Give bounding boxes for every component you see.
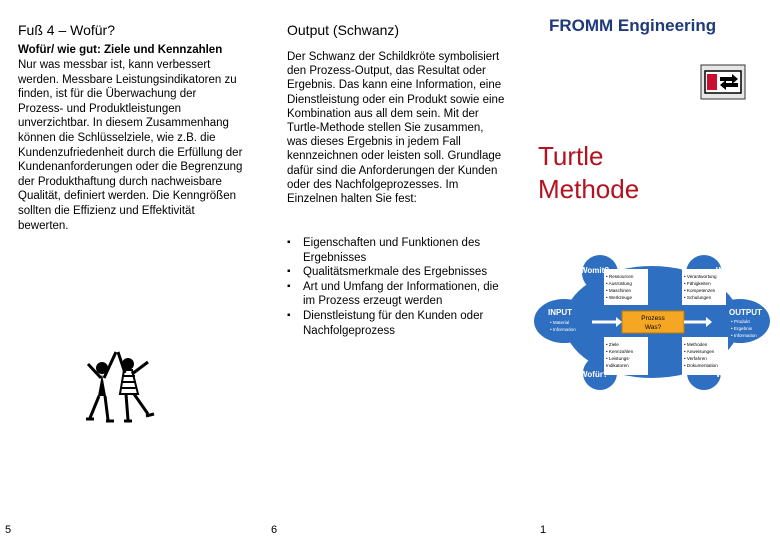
wofuer-item: • Kennzahlen — [606, 349, 634, 354]
prozess-label: Prozess — [641, 315, 665, 322]
wie-item: • Anweisungen — [684, 349, 715, 354]
wer-item: • Fähigkeiten — [684, 281, 711, 286]
input-item: • Information — [550, 327, 576, 332]
middle-page-title: Output (Schwanz) — [287, 22, 400, 38]
womit-item: • Werkzeuge — [606, 295, 633, 300]
fromm-logo-icon — [700, 64, 746, 100]
output-item: • Information — [731, 333, 757, 338]
womit-item: • Ressourcen — [606, 274, 634, 279]
list-item: ▪ Qualitätsmerkmale des Ergebnisses — [287, 265, 509, 280]
left-page-number: 5 — [5, 524, 12, 536]
left-page-body: Nur was messbar ist, kann verbessert werden. Messbare Leistungsindikatoren zu finden, ist für die Überwachung der Prozess- und Produktleistungen unverzichtbar. In diesem Zusammenhang können die Schlüsselziele, wie z.B. die Kundenzufriedenheit durch die Erfüllung der Kundenanforderungen oder die Begrenzung der Produkthaftung durch nachweisbare Qualität, definiert werden. Die Kenngrößen sollten die Effizienz und Effektivität bewerten. — [18, 59, 243, 232]
wer-item: • Schulungen — [684, 295, 712, 300]
wer-item: • Kompetenzen — [684, 288, 716, 293]
wie-label: Wie? — [716, 370, 736, 379]
womit-label: Womit? — [580, 266, 610, 275]
wie-item: • Methoden — [684, 342, 708, 347]
input-item: • Material — [550, 320, 570, 325]
brand-name: FROMM Engineering — [549, 16, 717, 35]
wie-item: • Verfahren — [684, 356, 707, 361]
womit-item: • Ausrüstung — [606, 281, 632, 286]
output-label: OUTPUT — [729, 308, 762, 317]
list-item: ▪ Dienstleistung für den Kunden oder Nachfolgeprozess — [287, 309, 509, 338]
middle-page-body: Der Schwanz der Schildkröte symbolisiert den Prozess-Output, das Resultat oder Ergebnis. Das kann eine Information, eine Dienstleistung oder ein Produkt sowie eine Kombination aus all dem sein. Mit der Turtle-Methode stellen Sie zusammen, was dieses Ergebnis in jedem Fall kennzeichnen oder leisten soll. Grundlage dafür sind die Anforderungen der Kunden oder des Nachfolgeprozesses. Im Einzelnen halten Sie fest: — [287, 51, 505, 206]
was-label: Was? — [644, 324, 662, 331]
dancing-figures-illustration — [68, 344, 160, 424]
wer-label: Wer? — [716, 266, 736, 275]
title-line-1: Turtle — [538, 141, 604, 171]
output-item: • Ergebnis — [731, 326, 753, 331]
left-page-title: Fuß 4 – Wofür? — [18, 22, 116, 38]
input-label: INPUT — [548, 308, 572, 317]
list-item: ▪ Art und Umfang der Informationen, die im Prozess erzeugt werden — [287, 280, 509, 309]
turtle-method-title — [538, 140, 639, 206]
womit-item: • Maschinen — [606, 288, 632, 293]
wie-item: • Dokumentation — [684, 363, 718, 368]
wer-item: • Verantwortung — [684, 274, 717, 279]
output-item: • Produkt — [731, 319, 750, 324]
turtle-method-diagram — [534, 255, 770, 390]
wofuer-label: Wofür? — [580, 370, 608, 379]
wofuer-item: • Leistungs- — [606, 356, 631, 361]
right-page-number: 1 — [540, 524, 547, 536]
output-criteria-list — [287, 236, 509, 338]
middle-page-number: 6 — [271, 524, 278, 536]
list-item: ▪ Eigenschaften und Funktionen des Ergebnisses — [287, 236, 509, 265]
wofuer-item: Indikatoren — [606, 363, 629, 368]
wofuer-item: • Ziele — [606, 342, 619, 347]
title-line-2: Methode — [538, 174, 640, 204]
left-page-subtitle: Wofür/ wie gut: Ziele und Kennzahlen — [18, 44, 223, 56]
